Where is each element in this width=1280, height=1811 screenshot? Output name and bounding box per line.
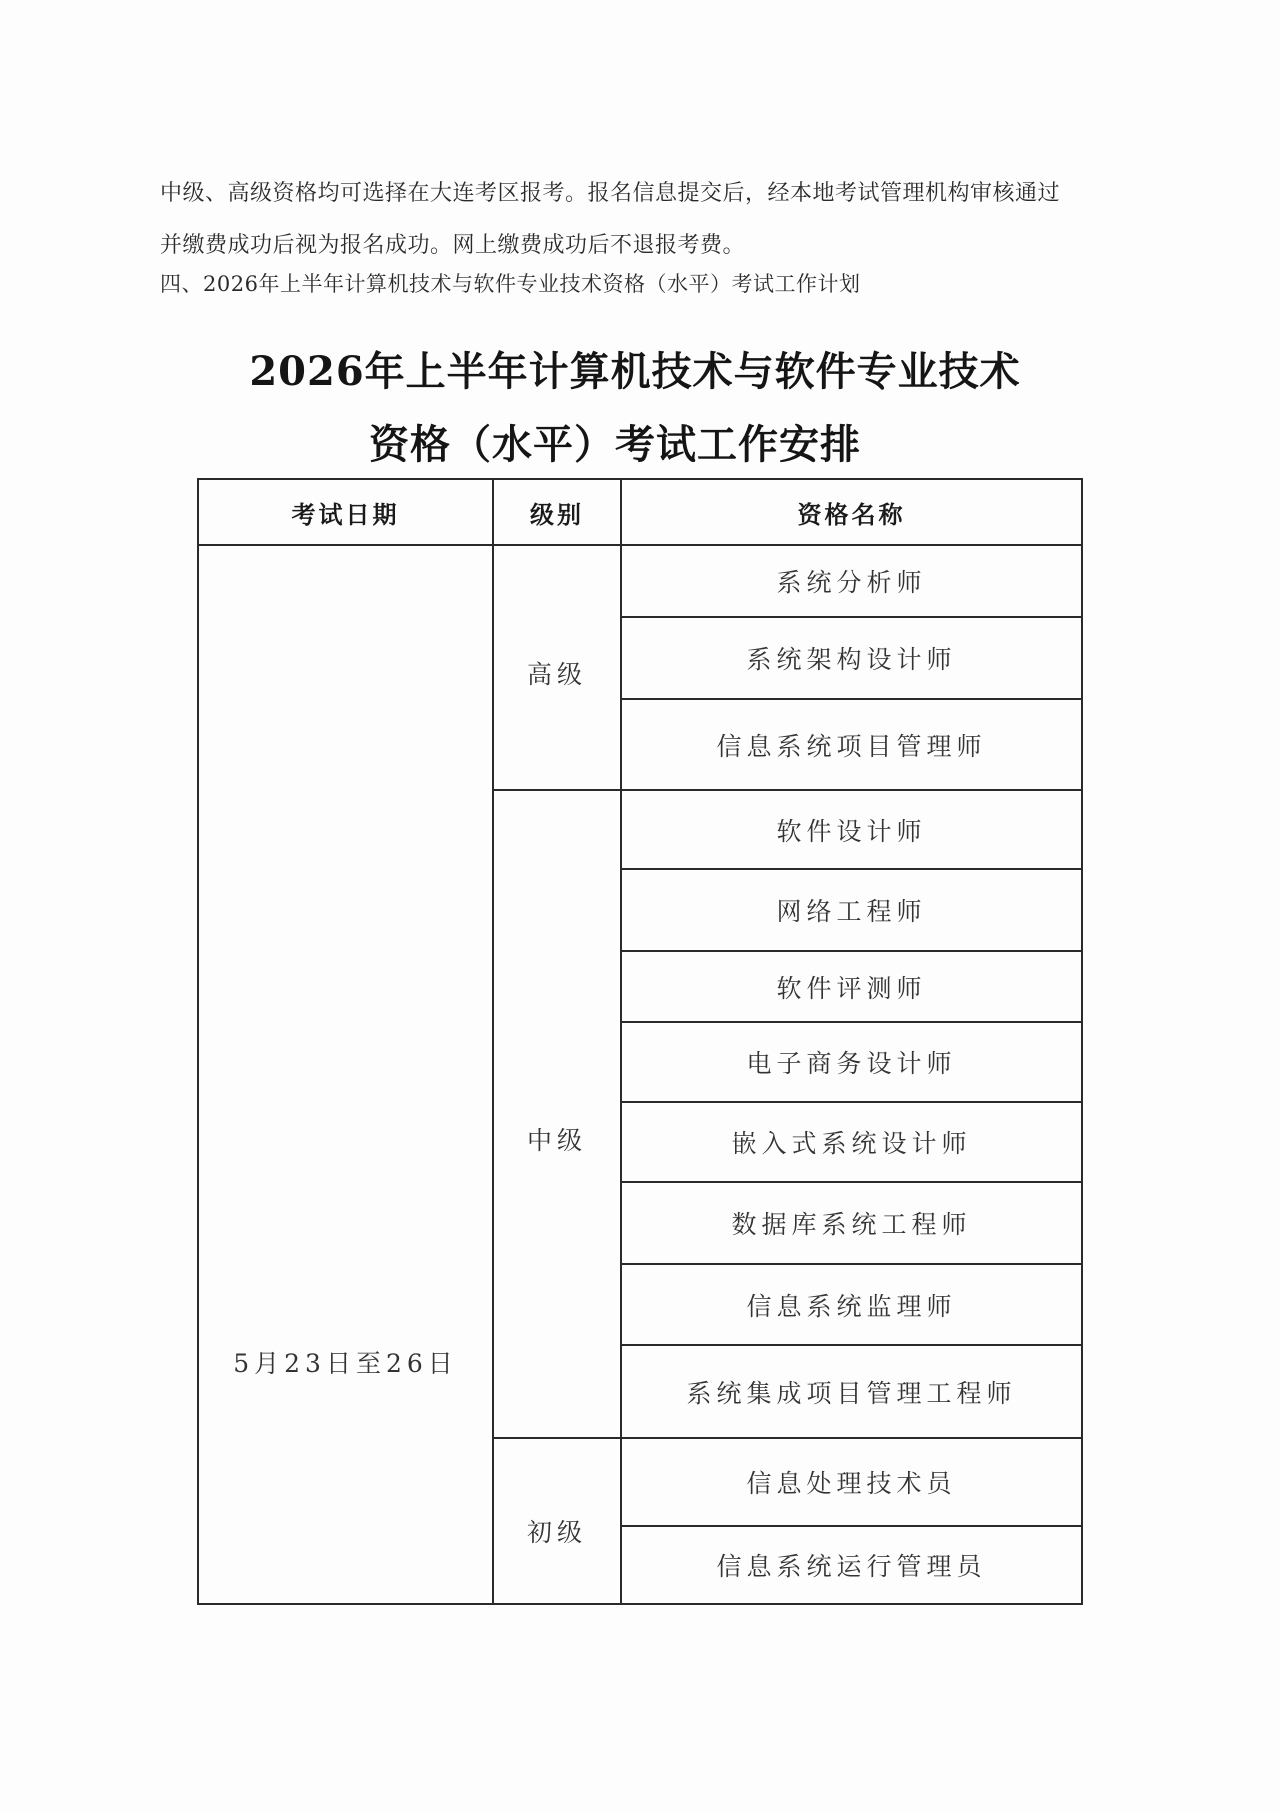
table-header-row [198, 479, 1082, 545]
exam-schedule-table [197, 478, 1083, 1605]
qualification-cell: 信息系统监理师 [621, 1264, 1082, 1345]
exam-date-cell: 5月23日至26日 [198, 545, 493, 1604]
section-heading-work-plan: 四、2026年上半年计算机技术与软件专业技术资格（水平）考试工作计划 [160, 272, 861, 296]
level-cell-senior: 高级 [493, 545, 621, 790]
qualification-cell: 网络工程师 [621, 869, 1082, 951]
level-cell-intermediate: 中级 [493, 790, 621, 1438]
qualification-cell: 嵌入式系统设计师 [621, 1102, 1082, 1182]
qualification-cell: 系统集成项目管理工程师 [621, 1345, 1082, 1438]
qualification-cell: 系统分析师 [621, 545, 1082, 617]
qualification-cell: 系统架构设计师 [621, 617, 1082, 699]
header-exam-date: 考试日期 [198, 479, 493, 545]
qualification-cell: 软件设计师 [621, 790, 1082, 869]
qualification-cell: 信息处理技术员 [621, 1438, 1082, 1526]
header-level: 级别 [493, 479, 621, 545]
table-title-line-1: 2026年上半年计算机技术与软件专业技术 [249, 348, 1021, 395]
qualification-cell: 信息系统运行管理员 [621, 1526, 1082, 1604]
header-qualification-name: 资格名称 [621, 479, 1082, 545]
qualification-cell: 软件评测师 [621, 951, 1082, 1022]
qualification-cell: 电子商务设计师 [621, 1022, 1082, 1102]
paragraph-registration-note: 中级、高级资格均可选择在大连考区报考。报名信息提交后，经本地考试管理机构审核通过 [160, 181, 1061, 206]
level-cell-junior: 初级 [493, 1438, 621, 1604]
qualification-cell: 数据库系统工程师 [621, 1182, 1082, 1264]
table-row [198, 545, 1082, 617]
qualification-cell: 信息系统项目管理师 [621, 699, 1082, 790]
paragraph-payment-note: 并缴费成功后视为报名成功。网上缴费成功后不退报考费。 [160, 233, 746, 258]
table-title-line-2: 资格（水平）考试工作安排 [369, 421, 861, 468]
